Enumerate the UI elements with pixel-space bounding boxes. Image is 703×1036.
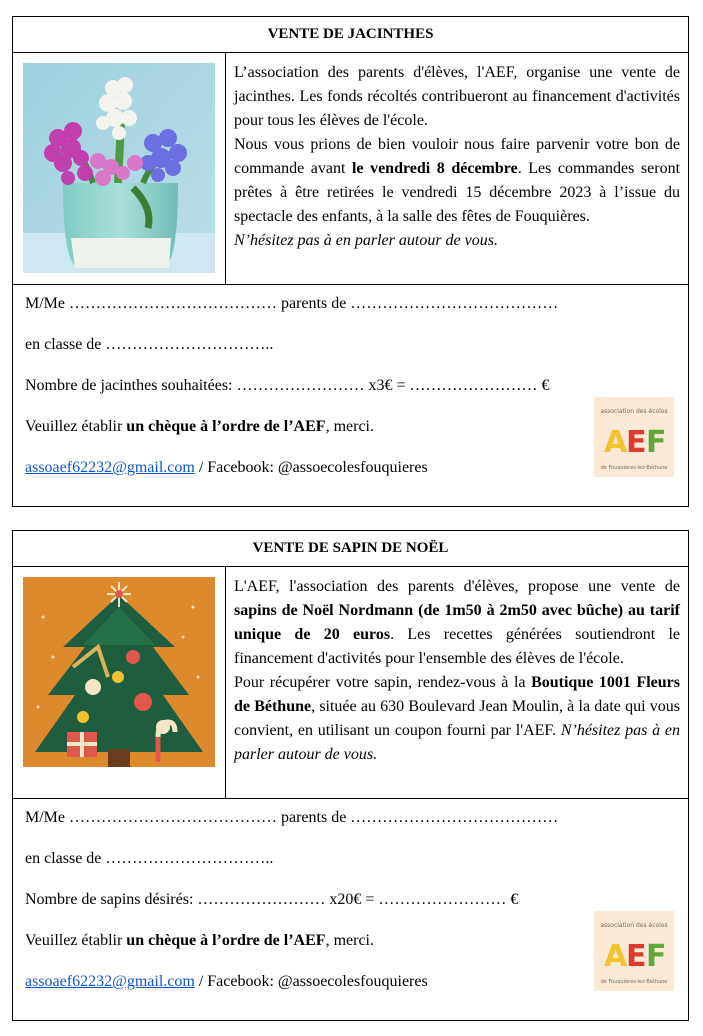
svg-text:A: A [604, 939, 628, 974]
contact-line [25, 973, 428, 991]
intro-paragraph: L'AEF, l'association des parents d'élèves, propose une vente de sapins de Noël Nordmann (de 1m50 à 2m50 avec bûche) au tarif unique de 20 euros. Les recettes générées soutiendront le financement d'activités pour l'ensemble des élèves de l'école. [234, 578, 681, 667]
section-title: VENTE DE SAPIN DE NOËL [13, 531, 688, 567]
hyacinth-sale-form [12, 16, 689, 507]
facebook-handle: / Facebook: @assoecolesfouquieres [194, 973, 428, 990]
svg-text:association des écoles: association des écoles [600, 408, 668, 415]
price-info: sapins de Noël Nordmann (de 1m50 à 2m50 avec bûche) au tarif unique de 20 euros [234, 602, 680, 643]
info-row [13, 567, 688, 799]
cheque-instruction: Veuillez établir un chèque à l’ordre de l’AEF, merci. [25, 932, 374, 949]
description-text [226, 53, 688, 284]
shop-name: Boutique 1001 Fleurs de Béthune [234, 674, 680, 715]
facebook-handle: / Facebook: @assoecolesfouquieres [194, 459, 428, 476]
quantity-field[interactable]: Nombre de sapins désirés: …………………… x20€ = …………………… € [25, 891, 519, 908]
pickup-paragraph: Pour récupérer votre sapin, rendez-vous à la Boutique 1001 Fleurs de Béthune, située au 630 Boulevard Jean Moulin, à la date qui vous convient, en utilisant un coupon fourni par l'AEF. N’hésitez pas à en parler autour de vous. [234, 674, 681, 763]
christmas-tree-illustration-icon [23, 577, 215, 767]
deadline-date: le vendredi 8 décembre [351, 160, 518, 177]
christmas-tree-image [13, 567, 226, 798]
email-link[interactable]: assoaef62232@gmail.com [25, 973, 195, 990]
aef-logo-icon [594, 397, 674, 477]
class-field[interactable]: en classe de ………………………….. [25, 850, 274, 867]
description-text [226, 567, 688, 798]
svg-text:E: E [626, 425, 647, 460]
aef-logo-icon [594, 911, 674, 991]
svg-text:association des écoles: association des écoles [600, 922, 668, 929]
cheque-instruction: Veuillez établir un chèque à l’ordre de l’AEF, merci. [25, 418, 374, 435]
class-field[interactable]: en classe de ………………………….. [25, 336, 274, 353]
svg-text:de Fouquières-lez-Béthune: de Fouquières-lez-Béthune [600, 465, 668, 471]
info-row [13, 53, 688, 285]
contact-line [25, 459, 428, 477]
quantity-field[interactable]: Nombre de jacinthes souhaitées: …………………… x3€ = …………………… € [25, 377, 550, 394]
svg-text:F: F [646, 425, 667, 460]
hyacinth-image [13, 53, 226, 284]
closing-note: N’hésitez pas à en parler autour de vous. [234, 722, 681, 763]
svg-text:E: E [626, 939, 647, 974]
name-field[interactable]: M/Me ………………………………… parents de ………………………………… [25, 809, 559, 826]
intro-paragraph: L’association des parents d'élèves, l'AEF, organise une vente de jacinthes. Les fonds récoltés contribueront au financement d'activités pour tous les élèves de l'école. [234, 64, 680, 129]
deadline-paragraph: Nous vous prions de bien vouloir nous faire parvenir votre bon de commande avant le vendredi 8 décembre. Les commandes seront prêtes à être retirées le vendredi 15 décembre 2023 à l’issue du spectacle des enfants, à la salle des fêtes de Fouquières. [234, 136, 681, 225]
section-title: VENTE DE JACINTHES [13, 17, 688, 53]
svg-text:A: A [604, 425, 628, 460]
closing-note: N’hésitez pas à en parler autour de vous. [234, 232, 498, 249]
name-field[interactable]: M/Me ………………………………… parents de ………………………………… [25, 295, 559, 312]
svg-text:F: F [646, 939, 667, 974]
christmas-tree-sale-form [12, 530, 689, 1021]
svg-text:de Fouquières-lez-Béthune: de Fouquières-lez-Béthune [600, 979, 668, 985]
email-link[interactable]: assoaef62232@gmail.com [25, 459, 195, 476]
hyacinth-photo-icon [23, 63, 215, 273]
